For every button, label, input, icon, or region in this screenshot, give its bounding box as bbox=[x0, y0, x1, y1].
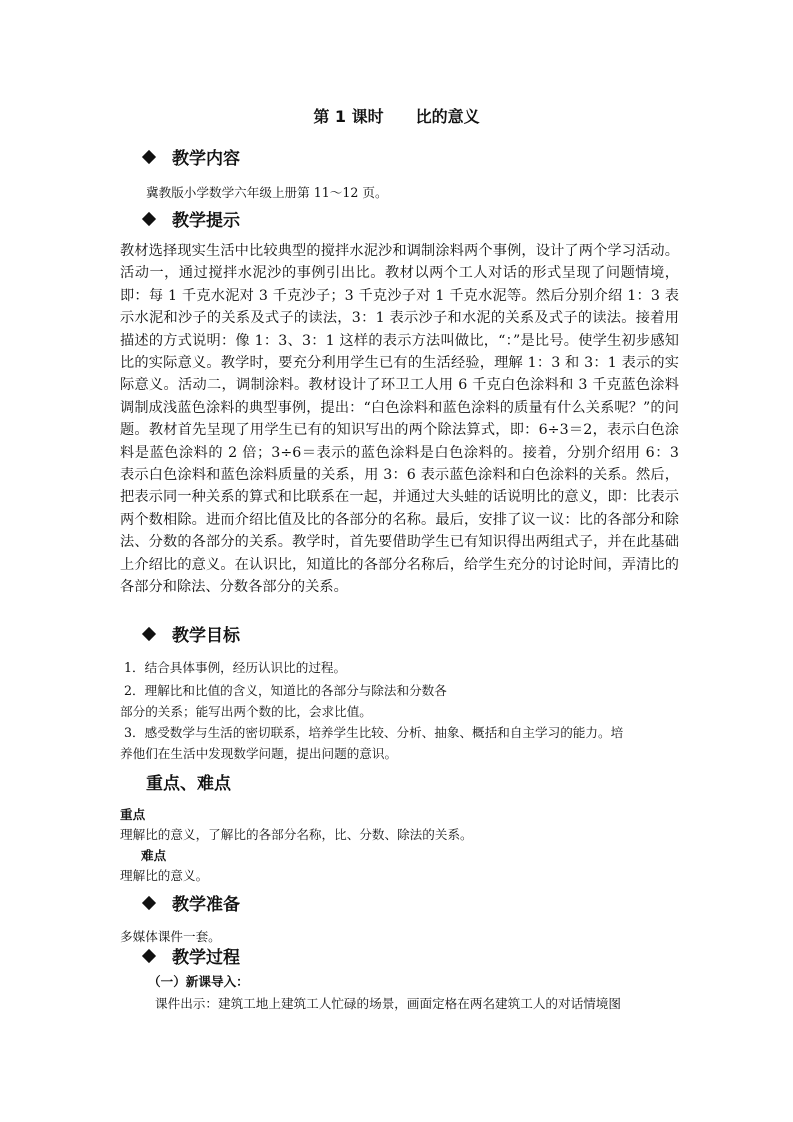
section-heading-hints bbox=[140, 210, 240, 232]
goal-item: 1．结合具体事例，经历认识比的过程。 bbox=[124, 660, 347, 675]
process-text: 课件出示：建筑工地上建筑工人忙碌的场景，画面定格在两名建筑工人的对话情境图 bbox=[155, 996, 621, 1011]
key-point-text: 理解比的意义，了解比的各部分名称，比、分数、除法的关系。 bbox=[120, 827, 473, 842]
section-heading-text: 教学提示 bbox=[172, 211, 240, 231]
section-heading-text: 教学过程 bbox=[172, 948, 240, 968]
section-heading-text: 教学准备 bbox=[172, 895, 240, 915]
section-heading-process bbox=[140, 947, 240, 969]
page-title: 第 1 课时 比的意义 bbox=[313, 107, 480, 126]
goal-item: 2．理解比和比值的含义，知道比的各部分与除法和分数各 bbox=[124, 683, 447, 698]
section-heading-preparation bbox=[140, 894, 240, 916]
key-point-label: 重点 bbox=[120, 807, 146, 822]
section-heading-text: 教学内容 bbox=[172, 149, 240, 169]
section-heading-text: 教学目标 bbox=[172, 626, 240, 646]
process-sub-heading: （一）新课导入： bbox=[148, 974, 249, 989]
goal-item: 3．感受数学与生活的密切联系，培养学生比较、分析、抽象、概括和自主学习的能力。培 bbox=[124, 725, 624, 740]
section-heading-goals bbox=[140, 625, 240, 647]
diamond-bullet-icon bbox=[142, 896, 156, 910]
difficult-point-text: 理解比的意义。 bbox=[120, 868, 209, 883]
content-text: 冀教版小学数学六年级上册第 11～12 页。 bbox=[146, 185, 388, 200]
preparation-text: 多媒体课件一套。 bbox=[120, 929, 221, 944]
section-heading-key-points: 重点、难点 bbox=[146, 774, 231, 794]
diamond-bullet-icon bbox=[142, 212, 156, 226]
diamond-bullet-icon bbox=[142, 627, 156, 641]
difficult-point-label: 难点 bbox=[141, 848, 167, 863]
diamond-bullet-icon bbox=[142, 150, 156, 164]
diamond-bullet-icon bbox=[142, 949, 156, 963]
section-heading-content bbox=[140, 148, 240, 170]
hints-paragraph: 教材选择现实生活中比较典型的搅拌水泥沙和调制涂料两个事例，设计了两个学习活动。活动一，通过搅拌水泥沙的事例引出比。教材以两个工人对话的形式呈现了问题情境，即：每 1 千克水泥对 3 千克沙子；3 千克沙子对 1 千克水泥等。然后分别介绍 1：3 表示水泥和沙子的关系及式子的读法，3：1 表示沙子和水泥的关系及式子的读法。接着用描述的方式说明：像 1：3、3：1 这样的表示方法叫做比，“：”是比号。使学生初步感知比的实际意义。教学时，要充分利用学生已有的生活经验，理解 1：3 和 3：1 表示的实际意义。活动二，调制涂料。教材设计了环卫工人用 6 千克白色涂料和 3 千克蓝色涂料调制成浅蓝色涂料的典型事例，提出：“白色涂料和蓝色涂料的质量有什么关系呢？”的问题。教材首先呈现了用学生已有的知识写出的两个除法算式，即：6÷3＝2，表示白色涂料是蓝色涂料的 2 倍；3÷6＝表示的蓝色涂料是白色涂料的。接着，分别介绍用 6：3 表示白色涂料和蓝色涂料质量的关系，用 3：6 表示蓝色涂料和白色涂料的关系。然后，把表示同一种关系的算式和比联系在一起，并通过大头蛙的话说明比的意义，即：比表示两个数相除。进而介绍比值及比的各部分的名称。最后，安排了议一议：比的各部分和除法、分数的各部分的关系。教学时，首先要借助学生已有知识得出两组式子，并在此基础上介绍比的意义。在认识比，知道比的各部分名称后，给学生充分的讨论时间，弄清比的各部分和除法、分数各部分的关系。 bbox=[120, 243, 679, 596]
goal-item: 养他们在生活中发现数学问题，提出问题的意识。 bbox=[120, 746, 398, 761]
goal-item: 部分的关系；能写出两个数的比，会求比值。 bbox=[120, 704, 372, 719]
